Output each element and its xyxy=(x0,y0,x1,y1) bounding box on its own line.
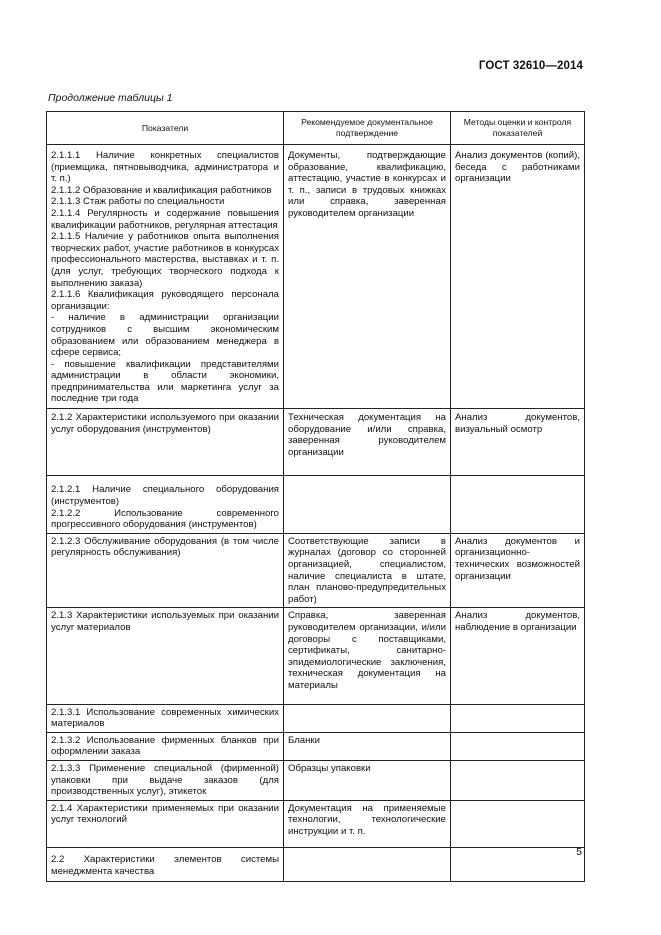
cell-text: 2.1.2 Характеристики используемого при оказании услуг оборудования (инструментов) xyxy=(51,412,279,435)
table-row xyxy=(47,732,585,760)
table-row xyxy=(47,848,585,881)
column-header-documents: Рекомендуемое документальное подтверждение xyxy=(284,112,451,145)
indicator-cell xyxy=(47,732,284,760)
cell-text: Техническая документация на оборудование и/или справка, заверенная руководителем организации xyxy=(288,412,446,458)
indicator-cell xyxy=(47,848,284,881)
cell-text: 2.1.1.4 Регулярность и содержание повышения квалификации работников, регулярная аттестация xyxy=(51,207,279,231)
methods-cell xyxy=(451,476,585,533)
documents-cell xyxy=(284,608,451,704)
cell-text: 2.1.3.2 Использование фирменных бланков при оформлении заказа xyxy=(51,734,279,758)
table-row xyxy=(47,533,585,608)
documents-cell xyxy=(284,848,451,881)
documents-cell xyxy=(284,476,451,533)
cell-text: 2.1.1.6 Квалификация руководящего персонала организации: xyxy=(51,289,279,312)
cell-text: 2.1.2.1 Наличие специального оборудования (инструментов) xyxy=(51,484,279,508)
documents-cell xyxy=(284,800,451,848)
cell-text: Анализ документов и организационно-технических возможностей организации xyxy=(455,535,580,582)
methods-cell xyxy=(451,848,585,881)
cell-text: 2.1.1.1 Наличие конкретных специалистов (приемщика, пятновыводчика, администратора и т. п.) xyxy=(51,150,279,185)
table-header-row xyxy=(47,112,585,145)
methods-cell xyxy=(451,760,585,800)
indicator-cell xyxy=(47,608,284,704)
cell-text: 2.1.1.2 Образование и квалификация работников xyxy=(51,184,272,196)
indicator-cell xyxy=(47,760,284,800)
methods-cell xyxy=(451,704,585,732)
page-number: 5 xyxy=(576,846,582,858)
documents-cell xyxy=(284,409,451,476)
documents-cell xyxy=(284,145,451,409)
table-caption: Продолжение таблицы 1 xyxy=(48,92,173,104)
cell-text: Документы, подтверждающие образование, квалификацию, аттестацию, участие в конкурсах и т. п., записи в трудовых книжках или справка, заверенная руководителем организации xyxy=(288,150,446,219)
methods-cell xyxy=(451,145,585,409)
cell-text: 2.1.2.3 Обслуживание оборудования (в том числе регулярность обслуживания) xyxy=(51,535,279,559)
indicator-cell xyxy=(47,409,284,476)
methods-cell xyxy=(451,533,585,608)
indicator-cell xyxy=(47,800,284,848)
cell-text: 2.2 Характеристики элементов системы менеджмента качества xyxy=(51,854,279,878)
cell-text: 2.1.1.5 Наличие у работников опыта выполнения творческих работ, участие работников в конкурсах профессионального мастерства, выставках и т. п. (для услуг, требующих творческого подхода к выполнению заказа) xyxy=(51,231,279,289)
methods-cell xyxy=(451,608,585,704)
cell-text: 2.1.4 Характеристики применяемых при оказании услуг технологий xyxy=(51,802,279,826)
cell-text: 2.1.3.1 Использование современных химических материалов xyxy=(51,706,279,730)
cell-text: 2.1.3 Характеристики используемых при оказании услуг материалов xyxy=(51,610,279,633)
cell-text: - повышение квалификации представителями администрации в области экономики, предпринимательства или маркетинга услуг за последние три года xyxy=(51,358,279,405)
column-header-indicators: Показатели xyxy=(47,112,284,145)
cell-text: 2.1.1.3 Стаж работы по специальности xyxy=(51,196,225,208)
table-body xyxy=(47,145,585,882)
methods-cell xyxy=(451,800,585,848)
table-row xyxy=(47,608,585,704)
indicator-cell xyxy=(47,704,284,732)
documents-cell xyxy=(284,760,451,800)
cell-text: Образцы упаковки xyxy=(288,762,371,774)
document-code: ГОСТ 32610—2014 xyxy=(478,60,583,72)
table-row xyxy=(47,145,585,409)
documents-cell xyxy=(284,704,451,732)
cell-text: - наличие в администрации организации сотрудников с высшим экономическим образованием или образованием менеджера в сфере сервиса; xyxy=(51,312,279,359)
cell-text: Справка, заверенная руководителем организации, и/или договоры с поставщиками, сертификаты, санитарно-эпидемиологические заключения, техническая документация на материалы xyxy=(288,610,446,691)
documents-cell xyxy=(284,732,451,760)
cell-text: Соответствующие записи в журналах (договор со сторонней организацией, специалистом, наличие специалиста в штате, план планово-предупредительных работ) xyxy=(288,535,446,605)
cell-text: Документация на применяемые технологии, технологические инструкции и т. п. xyxy=(288,802,446,837)
indicator-cell xyxy=(47,533,284,608)
column-header-methods: Методы оценки и контроля показателей xyxy=(451,112,585,145)
cell-text: 2.1.3.3 Применение специальной (фирменной) упаковки при выдаче заказов (для производственных услуг), этикеток xyxy=(51,762,279,798)
table-row xyxy=(47,800,585,848)
documents-cell xyxy=(284,533,451,608)
cell-text: 2.1.2.2 Использование современного прогрессивного оборудования (инструментов) xyxy=(51,507,279,531)
table-row xyxy=(47,704,585,732)
cell-text: Анализ документов (копий), беседа с работниками организации xyxy=(455,150,580,185)
indicators-table xyxy=(46,111,585,882)
cell-text: Анализ документов, визуальный осмотр xyxy=(455,412,580,435)
table-row xyxy=(47,409,585,476)
methods-cell xyxy=(451,409,585,476)
indicator-cell xyxy=(47,476,284,533)
cell-text: Бланки xyxy=(288,734,320,746)
table-row xyxy=(47,476,585,533)
methods-cell xyxy=(451,732,585,760)
cell-text: Анализ документов, наблюдение в организации xyxy=(455,610,580,633)
table-row xyxy=(47,760,585,800)
indicator-cell xyxy=(47,145,284,409)
